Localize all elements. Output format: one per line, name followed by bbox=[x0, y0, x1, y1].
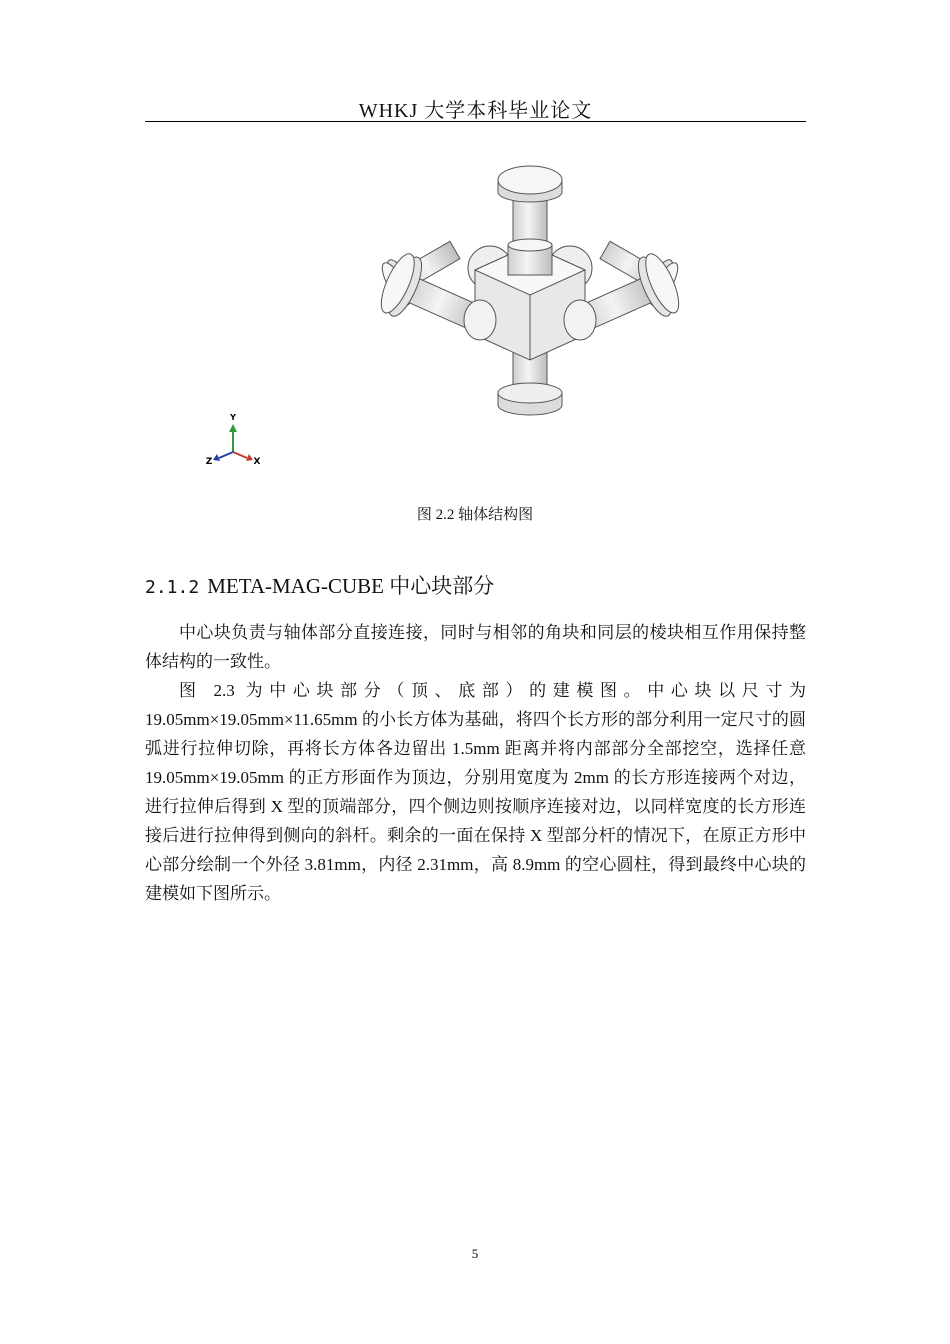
page-header: WHKJ 大学本科毕业论文 bbox=[358, 100, 593, 122]
section-title: META-MAG-CUBE 中心块部分 bbox=[207, 574, 495, 598]
x-axis-label: X bbox=[253, 457, 261, 467]
paragraph: 中心块负责与轴体部分直接连接，同时与相邻的角块和同层的棱块相互作用保持整体结构的一致性。 bbox=[145, 623, 806, 671]
x-axis-line bbox=[233, 452, 247, 458]
arm-top bbox=[498, 166, 562, 250]
paragraph: 图 2.3 为中心块部分（顶、底部）的建模图。中心块以尺寸为 19.05mm×19.05mm×11.65mm 的小长方体为基础，将四个长方形的部分利用一定尺寸的圆弧进行拉伸切除，再将长方体各边留出 1.5mm 距离并将内部部分全部挖空，选择任意 19.05mm×19.05mm 的正方形面作为顶边，分别用宽度为 2mm 的长方形连接两个对边，进行拉伸后得到 X 型的顶端部分，四个侧边则按顺序连接对边，以同样宽度的长方形连接后进行拉伸得到侧向的斜杆。剩余的一面在保持 X 型部分杆的情况下，在原正方形中心部分绘制一个外径 3.81mm，内径 2.31mm，高 8.9mm 的空心圆柱，得到最终中心块的建模如下图所示。 bbox=[145, 681, 806, 903]
body-text bbox=[145, 618, 806, 908]
y-axis-arrow bbox=[229, 424, 237, 432]
y-axis-label: Y bbox=[230, 413, 236, 422]
axle-structure-figure bbox=[380, 150, 680, 425]
section-heading bbox=[145, 570, 494, 600]
center-block bbox=[468, 239, 592, 360]
page-number: 5 bbox=[471, 1246, 479, 1261]
collar-left bbox=[464, 300, 496, 340]
section-number: 2.1.2 bbox=[145, 577, 200, 598]
axis-triad-icon bbox=[195, 410, 275, 472]
z-axis-label: Z bbox=[205, 457, 213, 467]
header-rule bbox=[145, 121, 806, 122]
collar-right bbox=[564, 300, 596, 340]
z-axis-line bbox=[219, 452, 233, 458]
figure-caption: 图 2.2 轴体结构图 bbox=[416, 507, 534, 523]
